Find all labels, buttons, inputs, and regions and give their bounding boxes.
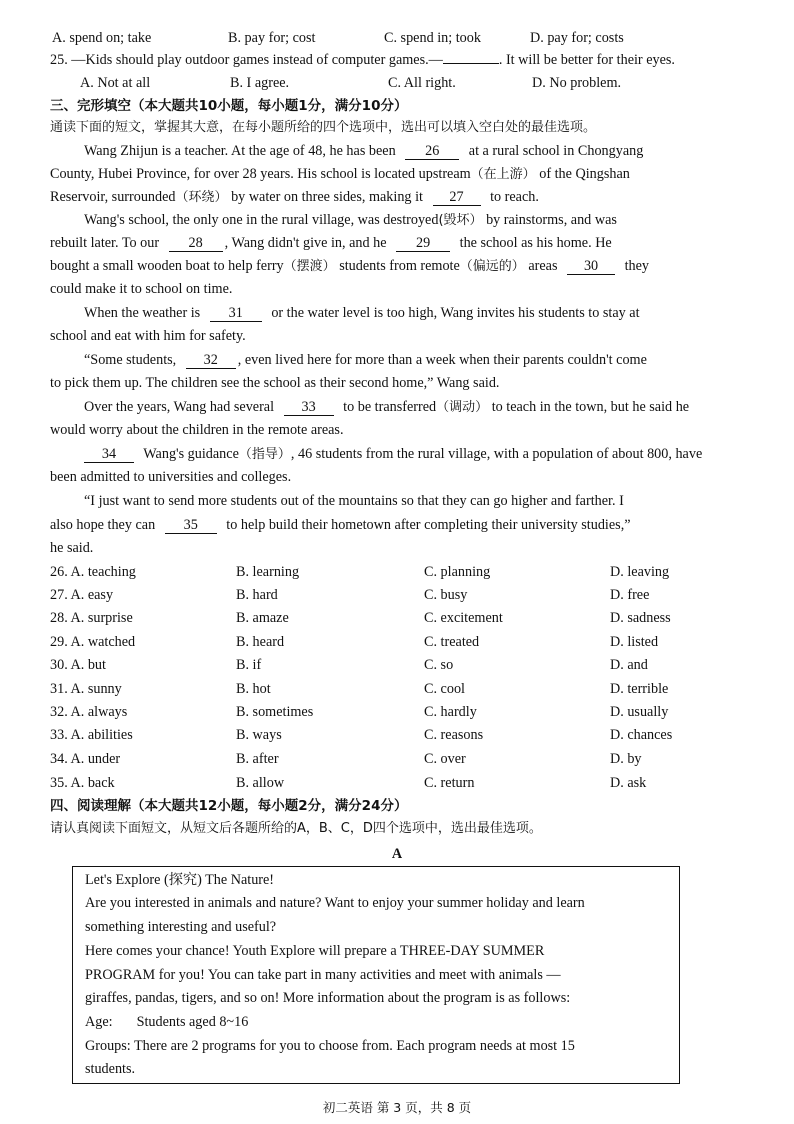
gloss: （摆渡） — [283, 259, 336, 274]
blank-28: 28 — [169, 235, 223, 252]
section4-instruction: 请认真阅读下面短文，从短文后各题所给的A，B、C，D四个选项中，选出最佳选项。 — [50, 821, 542, 836]
passage-text: of the Qingshan — [539, 166, 630, 182]
age-label: Age: — [85, 1014, 113, 1030]
choice-33-a: 33. A. abilities — [50, 727, 133, 743]
passage-line-4 — [84, 210, 617, 231]
passage-line-18: he said. — [50, 540, 94, 556]
reading-a-box — [72, 866, 680, 1084]
passage-line-8 — [84, 303, 640, 323]
passage-text: Wang Zhijun is a teacher. At the age of 48, he has been — [84, 143, 396, 159]
passage-line-17 — [50, 515, 631, 535]
passage-line-9: school and eat with him for safety. — [50, 328, 246, 344]
passage-line-3 — [50, 187, 539, 208]
choice-31-b: B. hot — [236, 681, 271, 697]
choice-30-c: C. so — [424, 657, 454, 673]
choice-31-a: 31. A. sunny — [50, 681, 122, 697]
box-line: something interesting and useful? — [85, 919, 277, 935]
choice-27-a: 27. A. easy — [50, 587, 114, 603]
q24-option-b: B. pay for; cost — [228, 30, 316, 46]
passage-line-12 — [84, 397, 689, 418]
blank-32: 32 — [186, 352, 236, 369]
choice-35-d: D. ask — [610, 775, 647, 791]
box-line: students. — [85, 1061, 136, 1077]
passage-text: the school as his home. He — [459, 235, 612, 251]
passage-text: When the weather is — [84, 305, 201, 321]
blank-26: 26 — [405, 143, 459, 160]
passage-text: or the water level is too high, Wang invites his students to stay at — [271, 305, 640, 321]
passage-text: areas — [528, 258, 558, 274]
gloss: （调动） — [436, 400, 489, 415]
choice-34-a: 34. A. under — [50, 751, 121, 767]
box-line: Here comes your chance! Youth Explore will prepare a THREE-DAY SUMMER — [85, 943, 545, 959]
passage-line-16: “I just want to send more students out of the mountains so that they can go higher and farther. I — [84, 493, 624, 509]
choice-32-c: C. hardly — [424, 704, 477, 720]
passage-text: Over the years, Wang had several — [84, 399, 275, 415]
passage-text: , 46 students from the rural village, with a population of about 800, have — [290, 446, 703, 462]
section3-title: 三、完形填空（本大题共10小题，每小题1分，满分10分） — [50, 98, 408, 114]
choice-32-b: B. sometimes — [236, 704, 314, 720]
q24-option-a: A. spend on; take — [52, 30, 152, 46]
gloss: （偏远的） — [459, 259, 525, 274]
choice-26-a: 26. A. teaching — [50, 564, 136, 580]
choice-33-d: D. chances — [610, 727, 673, 743]
blank-29: 29 — [396, 235, 450, 252]
passage-line-13: would worry about the children in the remote areas. — [50, 422, 344, 438]
passage-text: , even lived here for more than a week when their parents couldn't come — [237, 352, 647, 368]
choice-27-d: D. free — [610, 587, 650, 603]
box-age-line — [85, 1012, 248, 1032]
passage-text: Reservoir, surrounded — [50, 189, 176, 205]
q25-blank — [443, 63, 499, 64]
passage-line-5 — [50, 233, 612, 253]
blank-33: 33 — [284, 399, 334, 416]
choice-28-c: C. excitement — [424, 610, 503, 626]
passage-text: students from remote — [339, 258, 460, 274]
passage-line-10 — [84, 350, 647, 370]
gloss: (毁坏） — [438, 213, 483, 228]
choice-28-b: B. amaze — [236, 610, 289, 626]
passage-line-14 — [84, 444, 702, 465]
choice-28-a: 28. A. surprise — [50, 610, 133, 626]
blank-35: 35 — [165, 517, 217, 534]
page-footer: 初二英语 第 3 页，共 8 页 — [322, 1100, 472, 1115]
passage-text: to be transferred — [343, 399, 437, 415]
choice-33-b: B. ways — [236, 727, 282, 743]
q25-option-c: C. All right. — [388, 75, 456, 91]
choice-30-d: D. and — [610, 657, 648, 673]
passage-label-a: A — [391, 846, 403, 862]
passage-line-15: been admitted to universities and colleges. — [50, 469, 292, 485]
q24-option-c: C. spend in; took — [384, 30, 481, 46]
passage-text: County, Hubei Province, for over 28 years. His school is located upstream — [50, 166, 471, 182]
passage-text: to teach in the town, but he said he — [491, 399, 690, 415]
passage-line-6 — [50, 256, 649, 277]
age-value: Students aged 8~16 — [136, 1014, 249, 1030]
box-title: Let's Explore (探究) The Nature! — [85, 872, 275, 888]
choice-26-c: C. planning — [424, 564, 491, 580]
blank-27: 27 — [433, 189, 481, 206]
choice-30-a: 30. A. but — [50, 657, 106, 673]
passage-text: , Wang didn't give in, and he — [224, 235, 387, 251]
passage-text: by rainstorms, and was — [486, 212, 617, 228]
passage-text: also hope they can — [50, 517, 156, 533]
choice-26-d: D. leaving — [610, 564, 670, 580]
passage-text: “Some students, — [84, 352, 177, 368]
passage-text: they — [624, 258, 650, 274]
q25-option-a: A. Not at all — [80, 75, 151, 91]
q25-stem — [50, 50, 675, 70]
choice-33-c: C. reasons — [424, 727, 484, 743]
gloss: （指导） — [238, 447, 291, 462]
choice-34-d: D. by — [610, 751, 642, 767]
box-line: PROGRAM for you! You can take part in many activities and meet with animals — — [85, 967, 561, 983]
choice-29-d: D. listed — [610, 634, 659, 650]
choice-32-d: D. usually — [610, 704, 669, 720]
section3-instruction: 通读下面的短文，掌握其大意，在每小题所给的四个选项中，选出可以填入空白处的最佳选项。 — [50, 120, 597, 135]
passage-line-1 — [84, 141, 643, 161]
passage-line-7: could make it to school on time. — [50, 281, 233, 297]
choice-28-d: D. sadness — [610, 610, 671, 626]
blank-30: 30 — [567, 258, 615, 275]
blank-34: 34 — [84, 446, 134, 463]
q25-option-b: B. I agree. — [230, 75, 290, 91]
passage-text: Wang's guidance — [143, 446, 239, 462]
box-line: giraffes, pandas, tigers, and so on! More information about the program is as follows: — [85, 990, 571, 1006]
passage-text: rebuilt later. To our — [50, 235, 160, 251]
q24-option-d: D. pay for; costs — [530, 30, 624, 46]
choice-27-b: B. hard — [236, 587, 278, 603]
choice-34-c: C. over — [424, 751, 466, 767]
choice-29-c: C. treated — [424, 634, 480, 650]
blank-31: 31 — [210, 305, 262, 322]
passage-text: bought a small wooden boat to help ferry — [50, 258, 284, 274]
choice-30-b: B. if — [236, 657, 262, 673]
choice-31-c: C. cool — [424, 681, 465, 697]
passage-text: to help build their hometown after completing their university studies,” — [226, 517, 631, 533]
gloss: （在上游） — [470, 167, 536, 182]
q25-option-d: D. No problem. — [532, 75, 622, 91]
choice-31-d: D. terrible — [610, 681, 669, 697]
choice-29-a: 29. A. watched — [50, 634, 136, 650]
box-groups-line: Groups: There are 2 programs for you to choose from. Each program needs at most 15 — [85, 1038, 575, 1054]
q25-stem-a: 25. —Kids should play outdoor games instead of computer games.— — [50, 52, 443, 68]
choice-35-a: 35. A. back — [50, 775, 115, 791]
passage-line-2 — [50, 164, 630, 185]
section4-title: 四、阅读理解（本大题共12小题，每小题2分，满分24分） — [50, 798, 408, 814]
passage-text: by water on three sides, making it — [231, 189, 423, 205]
choice-35-b: B. allow — [236, 775, 285, 791]
choice-29-b: B. heard — [236, 634, 285, 650]
choice-34-b: B. after — [236, 751, 279, 767]
choice-26-b: B. learning — [236, 564, 300, 580]
choice-27-c: C. busy — [424, 587, 468, 603]
passage-line-11: to pick them up. The children see the school as their second home,” Wang said. — [50, 375, 500, 391]
passage-text: Wang's school, the only one in the rural village, was destroyed — [84, 212, 439, 228]
gloss: （环绕） — [175, 190, 228, 205]
choice-35-c: C. return — [424, 775, 475, 791]
passage-text: to reach. — [490, 189, 539, 205]
box-line: Are you interested in animals and nature? Want to enjoy your summer holiday and learn — [85, 895, 585, 911]
q25-stem-b: . It will be better for their eyes. — [498, 52, 675, 68]
choice-32-a: 32. A. always — [50, 704, 128, 720]
passage-text: at a rural school in Chongyang — [468, 143, 644, 159]
